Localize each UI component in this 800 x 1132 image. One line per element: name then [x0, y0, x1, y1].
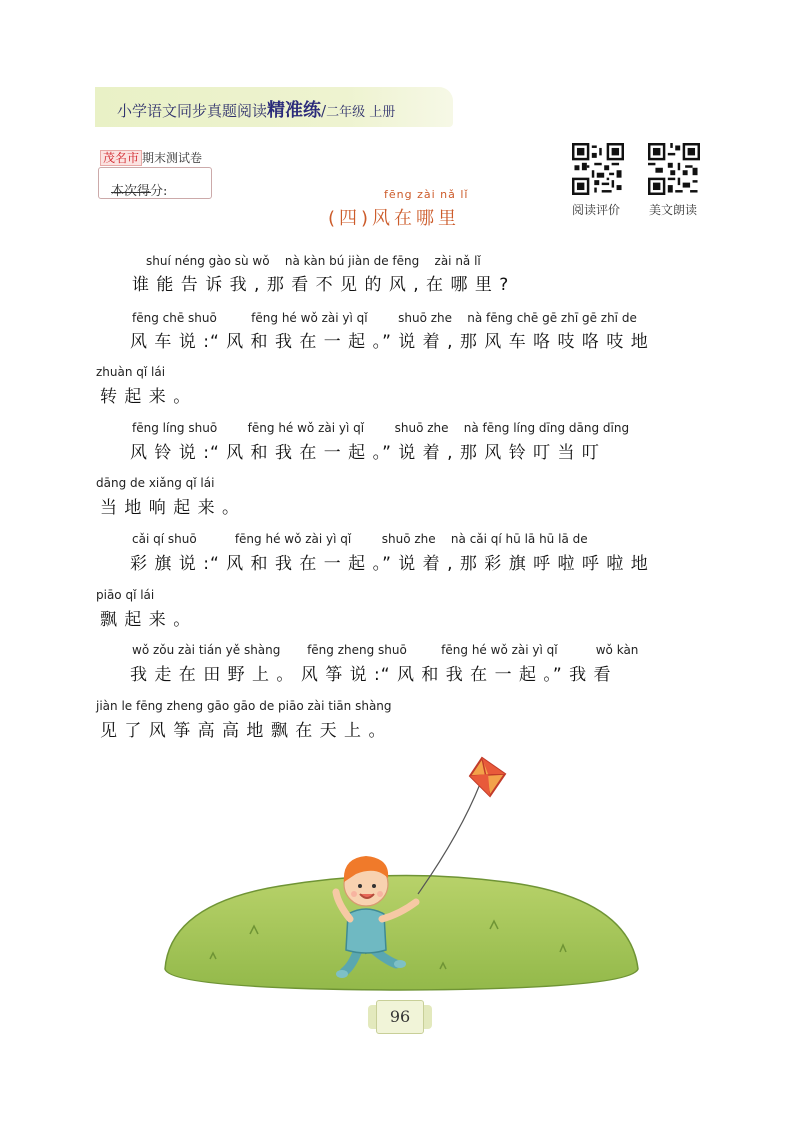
pinyin-line: wǒ zǒu zài tián yě shàng fēng zheng shuō fēng hé wǒ zài yì qǐ wǒ kàn — [132, 643, 639, 657]
boy-flying-kite-illustration — [160, 754, 640, 994]
qr-code-icon[interactable] — [648, 143, 700, 195]
exam-label — [100, 149, 202, 166]
text-line: 彩 旗 说 :“ 风 和 我 在 一 起 。” 说 着 , 那 彩 旗 呼 啦 呼 啦 地 — [130, 554, 649, 574]
text-line: 见 了 风 筝 高 高 地 飘 在 天 上 。 — [100, 721, 387, 741]
text-line: 谁 能 告 诉 我 , 那 看 不 见 的 风 , 在 哪 里 ? — [132, 275, 510, 295]
series-banner — [95, 87, 453, 127]
pinyin-line: fēng líng shuō fēng hé wǒ zài yì qǐ shuō zhe nà fēng líng dīng dāng dīng — [132, 421, 630, 435]
pinyin-line: jiàn le fēng zheng gāo gāo de piāo zài tiān shàng — [96, 699, 392, 713]
pinyin-line: zhuàn qǐ lái — [96, 365, 166, 379]
page-number: 96 — [376, 1000, 424, 1034]
pinyin-line: shuí néng gào sù wǒ nà kàn bú jiàn de fēng zài nǎ lǐ — [146, 254, 481, 268]
score-box — [98, 167, 212, 199]
pinyin-line: dāng de xiǎng qǐ lái — [96, 476, 215, 490]
qr-caption-review: 阅读评价 — [571, 203, 620, 217]
series-title: 小学语文同步真题阅读精准练/二年级 上册 — [117, 100, 396, 121]
text-line: 飘 起 来 。 — [100, 610, 192, 630]
text-line: 当 地 响 起 来 。 — [100, 498, 241, 518]
text-line: 风 铃 说 :“ 风 和 我 在 一 起 。” 说 着 , 那 风 铃 叮 当 叮 — [130, 443, 600, 463]
kite-icon — [470, 758, 505, 796]
exam-type: 期末测试卷 — [142, 151, 203, 165]
qr-code-icon[interactable] — [572, 143, 624, 195]
score-label: 本次得分: — [111, 184, 168, 199]
text-line: 转 起 来 。 — [100, 387, 192, 407]
text-line: 风 车 说 :“ 风 和 我 在 一 起 。” 说 着 , 那 风 车 咯 吱 咯 吱 地 — [130, 332, 649, 352]
exam-city: 茂名市 — [100, 150, 142, 166]
pinyin-line: piāo qǐ lái — [96, 588, 155, 602]
text-line: 我 走 在 田 野 上 。 风 筝 说 :“ 风 和 我 在 一 起 。” 我 看 — [130, 665, 612, 685]
score-blank — [111, 180, 151, 193]
pinyin-line: fēng chē shuō fēng hé wǒ zài yì qǐ shuō zhe nà fēng chē gē zhī gē zhī de — [132, 311, 637, 325]
qr-caption-reading: 美文朗读 — [648, 203, 697, 217]
grade-label: 二年级 上册 — [326, 105, 396, 120]
title-pinyin: fēng zài nǎ lǐ — [384, 188, 469, 201]
page-title: (四)风在哪里 — [328, 208, 461, 229]
pinyin-line: cǎi qí shuō fēng hé wǒ zài yì qǐ shuō zhe nà cǎi qí hū lā hū lā de — [132, 532, 588, 546]
series-emphasis: 精准练 — [267, 100, 322, 121]
